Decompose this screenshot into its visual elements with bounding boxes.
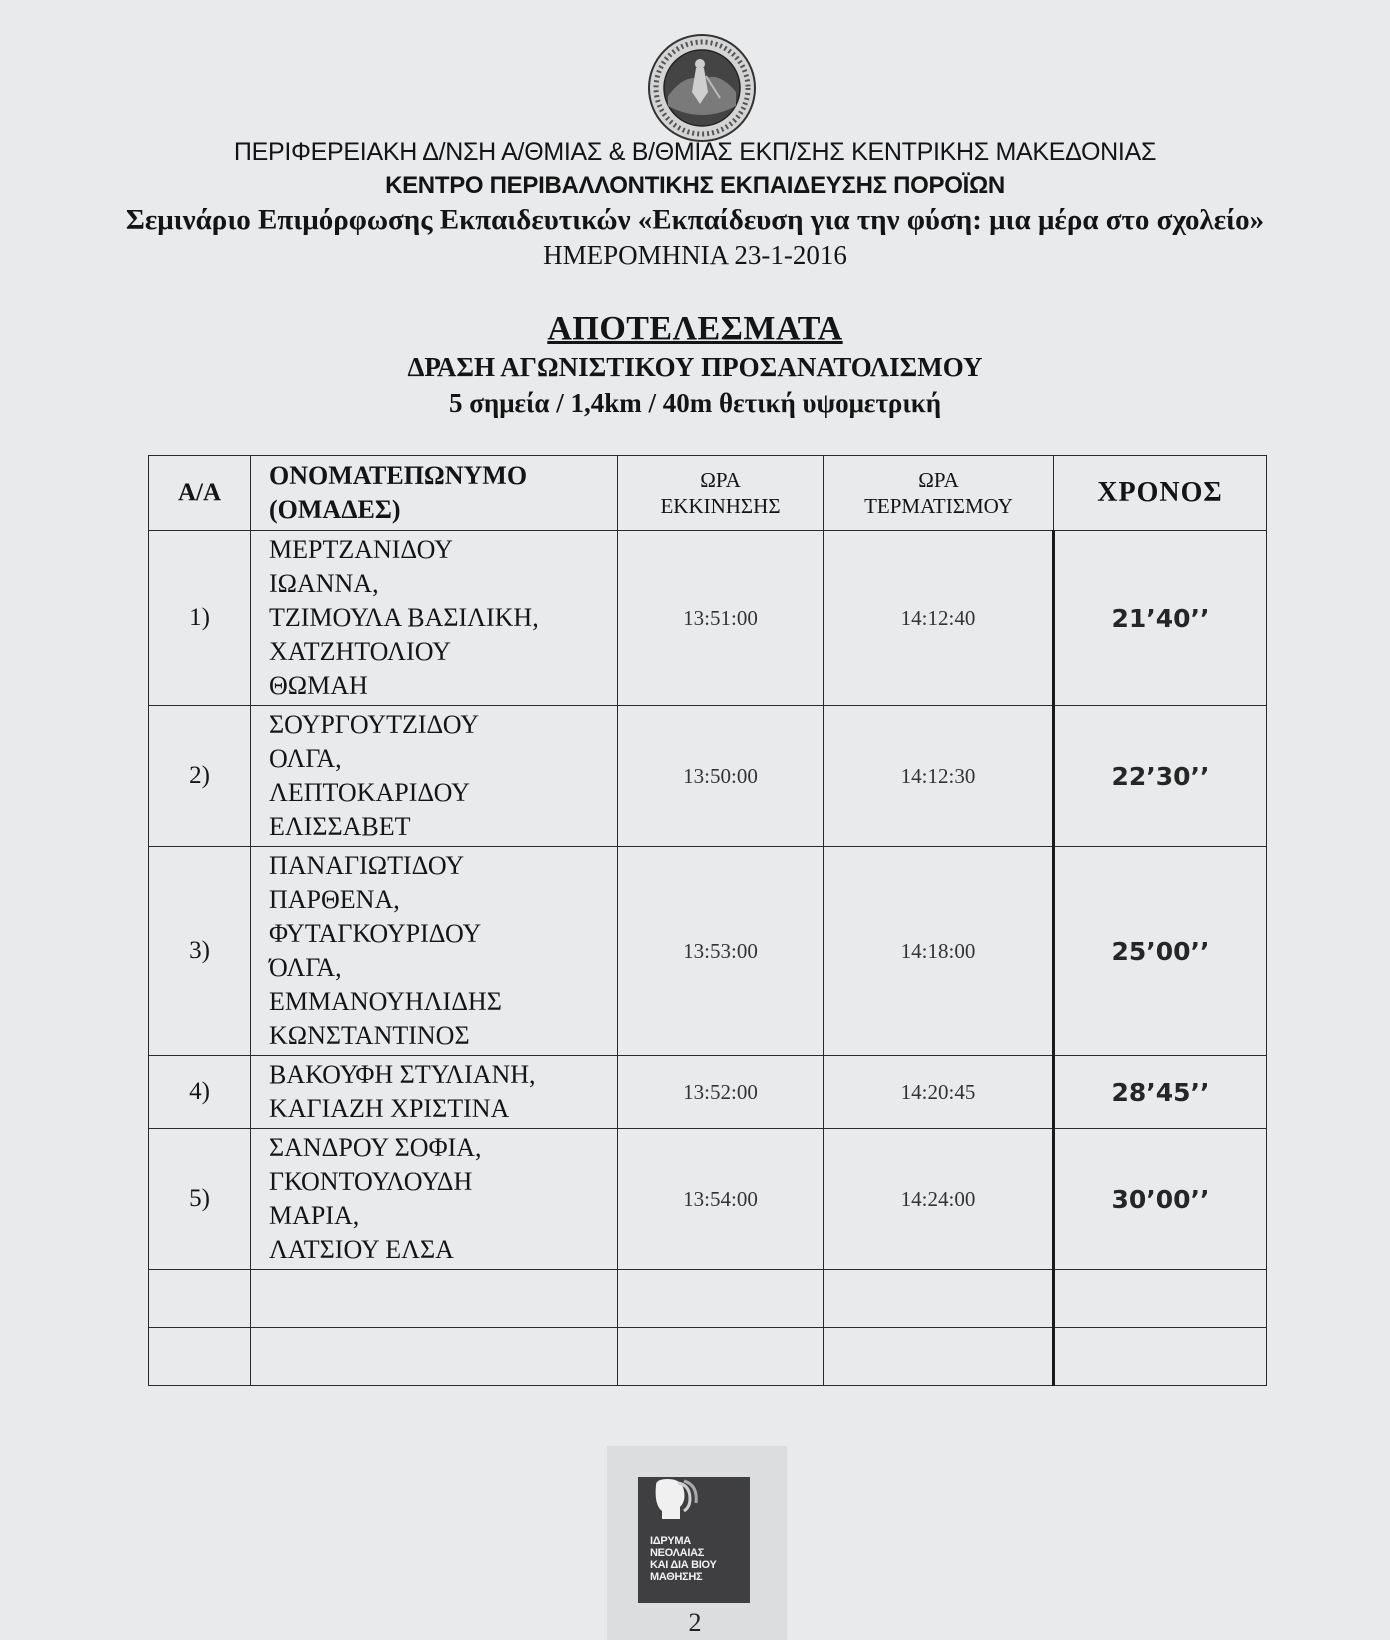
- empty-cell: [149, 1328, 251, 1386]
- table-row: [149, 531, 1267, 706]
- row-start-time: 13:53:00: [618, 847, 824, 1056]
- team-member-name: ΙΩΑΝΝΑ,: [269, 569, 379, 598]
- row-aa: 3): [149, 847, 251, 1056]
- foundation-logo-text: [650, 1535, 750, 1583]
- row-duration: 30’00’’: [1054, 1129, 1267, 1270]
- logo-text-line: ΝΕΟΛΑΙΑΣ: [650, 1547, 705, 1559]
- header-end: [824, 456, 1054, 531]
- header-time: ΧΡΟΝΟΣ: [1054, 456, 1267, 531]
- table-row: [149, 1129, 1267, 1270]
- row-names: [251, 706, 618, 847]
- row-aa: 1): [149, 531, 251, 706]
- team-member-name: ΓΚΟΝΤΟΥΛΟΥΔΗ: [269, 1167, 473, 1196]
- center-seal-logo: [646, 32, 758, 144]
- team-member-name: ΛΕΠΤΟΚΑΡΙΔΟΥ: [269, 778, 470, 807]
- header-start-line2: ΕΚΚΙΝΗΣΗΣ: [660, 494, 781, 518]
- table-row: [149, 706, 1267, 847]
- team-member-name: ΘΩΜΑΗ: [269, 671, 368, 700]
- row-start-time: 13:51:00: [618, 531, 824, 706]
- course-details: 5 σημεία / 1,4km / 40m θετική υψομετρική: [448, 388, 942, 418]
- row-names: [251, 531, 618, 706]
- team-member-name: ΕΛΙΣΣΑΒΕΤ: [269, 812, 411, 841]
- team-member-name: ΤΖΙΜΟΥΛΑ ΒΑΣΙΛΙΚΗ,: [269, 603, 539, 632]
- empty-cell: [1054, 1270, 1267, 1328]
- team-member-name: ΣΑΝΔΡΟΥ ΣΟΦΙΑ,: [269, 1133, 482, 1162]
- row-names: [251, 1056, 618, 1129]
- table-header-row: [149, 456, 1267, 531]
- row-start-time: 13:52:00: [618, 1056, 824, 1129]
- header-date: ΗΜΕΡΟΜΗΝΙΑ 23-1-2016: [543, 240, 847, 270]
- header-name: [251, 456, 618, 531]
- header-start: [618, 456, 824, 531]
- team-member-name: ΧΑΤΖΗΤΟΛΙΟΥ: [269, 637, 451, 666]
- row-aa: 5): [149, 1129, 251, 1270]
- row-aa: 2): [149, 706, 251, 847]
- row-aa: 4): [149, 1056, 251, 1129]
- results-table: [148, 455, 1267, 1386]
- header-name-line2: (ΟΜΑΔΕΣ): [269, 495, 401, 524]
- row-end-time: 14:20:45: [824, 1056, 1054, 1129]
- team-member-name: ΦΥΤΑΓΚΟΥΡΙΔΟΥ: [269, 919, 482, 948]
- logo-text-line: ΜΑΘΗΣΗΣ: [650, 1571, 703, 1583]
- row-duration: 28’45’’: [1054, 1056, 1267, 1129]
- row-names: [251, 1129, 618, 1270]
- empty-cell: [149, 1270, 251, 1328]
- empty-cell: [618, 1270, 824, 1328]
- header-name-line1: ΟΝΟΜΑΤΕΠΩΝΥΜΟ: [269, 461, 528, 490]
- team-member-name: ΟΛΓΑ,: [269, 744, 342, 773]
- table-row: [149, 847, 1267, 1056]
- row-duration: 21’40’’: [1054, 531, 1267, 706]
- header-directorate: ΠΕΡΙΦΕΡΕΙΑΚΗ Δ/ΝΣΗ Α/ΘΜΙΑΣ & Β/ΘΜΙΑΣ ΕΚΠ/ΣΗΣ ΚΕΝΤΡΙΚΗΣ ΜΑΚΕΔΟΝΙΑΣ: [233, 138, 1157, 166]
- results-subtitle: ΔΡΑΣΗ ΑΓΩΝΙΣΤΙΚΟΥ ΠΡΟΣΑΝΑΤΟΛΙΣΜΟΥ: [407, 352, 983, 382]
- header-center-name: ΚΕΝΤΡΟ ΠΕΡΙΒΑΛΛΟΝΤΙΚΗΣ ΕΚΠΑΙΔΕΥΣΗΣ ΠΟΡΟΪΩΝ: [385, 172, 1005, 199]
- row-start-time: 13:50:00: [618, 706, 824, 847]
- header-aa: Α/Α: [149, 456, 251, 531]
- empty-cell: [618, 1328, 824, 1386]
- team-member-name: ΜΑΡΙΑ,: [269, 1201, 360, 1230]
- row-duration: 22’30’’: [1054, 706, 1267, 847]
- empty-table-row: [149, 1328, 1267, 1386]
- team-member-name: ΚΑΓΙΑΖΗ ΧΡΙΣΤΙΝΑ: [269, 1094, 510, 1123]
- header-seminar: Σεμινάριο Επιμόρφωσης Εκπαιδευτικών «Εκπαίδευση για την φύση: μια μέρα στο σχολείο»: [125, 204, 1265, 236]
- row-end-time: 14:18:00: [824, 847, 1054, 1056]
- team-member-name: ΠΑΡΘΕΝΑ,: [269, 885, 400, 914]
- row-names: [251, 847, 618, 1056]
- empty-cell: [251, 1328, 618, 1386]
- team-member-name: ΣΟΥΡΓΟΥΤΖΙΔΟΥ: [269, 710, 480, 739]
- head-silhouette-icon: [638, 1477, 750, 1537]
- empty-table-row: [149, 1270, 1267, 1328]
- team-member-name: ΠΑΝΑΓΙΩΤΙΔΟΥ: [269, 851, 465, 880]
- empty-cell: [1054, 1328, 1267, 1386]
- team-member-name: ΕΜΜΑΝΟΥΗΛΙΔΗΣ: [269, 987, 502, 1016]
- row-end-time: 14:12:30: [824, 706, 1054, 847]
- results-title: ΑΠΟΤΕΛΕΣΜΑΤΑ: [547, 310, 843, 347]
- empty-cell: [251, 1270, 618, 1328]
- logo-text-line: ΚΑΙ ΔΙΑ ΒΙΟΥ: [650, 1559, 717, 1571]
- row-end-time: 14:12:40: [824, 531, 1054, 706]
- row-start-time: 13:54:00: [618, 1129, 824, 1270]
- team-member-name: ΜΕΡΤΖΑΝΙΔΟΥ: [269, 535, 453, 564]
- empty-cell: [824, 1328, 1054, 1386]
- table-row: [149, 1056, 1267, 1129]
- page-number: 2: [688, 1608, 702, 1637]
- team-member-name: ΛΑΤΣΙΟΥ ΕΛΣΑ: [269, 1235, 454, 1264]
- header-end-line1: ΩΡΑ: [918, 468, 959, 492]
- team-member-name: ΌΛΓΑ,: [269, 953, 342, 982]
- team-member-name: ΒΑΚΟΥΦΗ ΣΤΥΛΙΑΝΗ,: [269, 1060, 536, 1089]
- logo-text-line: ΙΔΡΥΜΑ: [650, 1535, 691, 1547]
- header-end-line2: ΤΕΡΜΑΤΙΣΜΟΥ: [864, 494, 1013, 518]
- team-member-name: ΚΩΝΣΤΑΝΤΙΝΟΣ: [269, 1021, 470, 1050]
- empty-cell: [824, 1270, 1054, 1328]
- row-end-time: 14:24:00: [824, 1129, 1054, 1270]
- header-start-line1: ΩΡΑ: [700, 468, 741, 492]
- row-duration: 25’00’’: [1054, 847, 1267, 1056]
